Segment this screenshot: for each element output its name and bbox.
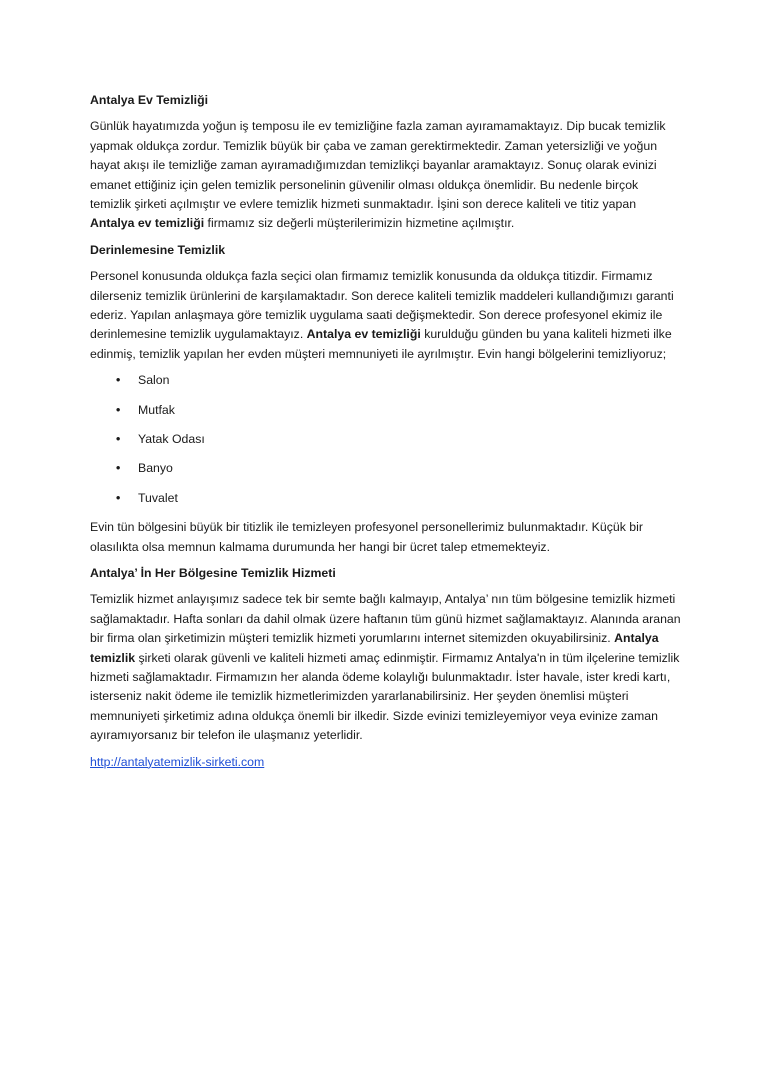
deep-cleaning-paragraph xyxy=(90,267,682,364)
list-item xyxy=(90,430,682,449)
list-item-label: Tuvalet xyxy=(138,490,178,505)
service-text-a: Temizlik hizmet anlayışımız sadece tek bir semte bağlı kalmayıp, Antalya’ nın tüm bölgesine temizlik hizmeti sağlamaktadır. Hafta sonları da dahil olmak üzere haftanın tüm günü hizmet sağlamaktayız. Alanında aranan bir firma olan şirketimizin müşteri temizlik hizmeti yorumlarını internet sitemizden okuyabilirsiniz. xyxy=(90,592,681,646)
list-item xyxy=(90,459,682,478)
intro-bold-keyword: Antalya ev temizliği xyxy=(90,216,205,231)
heading-her-bolgesine: Antalya’ İn Her Bölgesine Temizlik Hizmeti xyxy=(90,566,336,581)
list-item xyxy=(90,371,682,390)
bullet-icon: • xyxy=(116,402,121,417)
bullet-icon: • xyxy=(116,461,121,476)
deep-text-a: Personel konusunda oldukça fazla seçici olan firmamız temizlik konusunda da oldukça titizdir. Firmamız dilerseniz temizlik ürünlerini de karşılamaktadır. Son derece kaliteli temizlik maddeleri kullandığımızı garanti ederiz. Yapılan anlaşmaya göre temizlik uygulama saati değişmektedir. Son derece profesyonel ekimiz ile derinlemesine temizlik uygulamaktayız. xyxy=(90,269,674,342)
list-item-label: Banyo xyxy=(138,461,173,476)
link-paragraph xyxy=(90,753,682,772)
list-item xyxy=(90,401,682,420)
deep-text-b: kurulduğu günden bu yana kaliteli hizmeti ilke edinmiş, temizlik yapılan her evden müşteri memnuniyeti ile ayrılmıştır. Evin hangi bölgelerini temizliyoruz; xyxy=(90,327,672,361)
intro-text-b: firmamız siz değerli müşterilerimizin hizmetine açılmıştır. xyxy=(204,216,515,231)
service-bold-keyword: Antalya temizlik xyxy=(90,631,659,665)
staff-paragraph: Evin tün bölgesini büyük bir titizlik ile temizleyen profesyonel personellerimiz bulunmaktadır. Küçük bir olasılıkta olsa memnun kalmama durumunda her hangi bir ücret talep etmemekteyiz. xyxy=(90,520,643,554)
service-text-b: şirketi olarak güvenli ve kaliteli hizmeti amaç edinmiştir. Firmamız Antalya'n in tüm ilçelerine temizlik hizmeti sağlamaktadır. Firmamızın her alanda ödeme kolaylığı bulunmaktadır. İster havale, ister kredi kartı, isterseniz nakit ödeme ile temizlik hizmetlerimizden yararlanabilirsiniz. Her şeyden önemlisi müşteri memnuniyeti şirketimiz adına oldukça önemli bir ilkedir. Sizde evinizi temizleyemiyor veya evinize zaman ayıramıyorsanız bir telefon ile ulaşmanız yeterlidir. xyxy=(90,650,680,743)
deep-bold-keyword: Antalya ev temizliği xyxy=(306,327,421,342)
bullet-icon: • xyxy=(116,432,121,447)
list-item-label: Yatak Odası xyxy=(138,432,205,447)
intro-text-a: Günlük hayatımızda yoğun iş temposu ile ev temizliğine fazla zaman ayıramamaktayız. Dip bucak temizlik yapmak oldukça zordur. Temizlik büyük bir çaba ve zaman gerektirmektedir. Zaman yetersizliği ve yoğun hayat akışı ile temizliğe zaman ayıramadığımızdan temizlikçi bayanlar aramaktayız. Sonuç olarak evinizi emanet ettiğiniz için gelen temizlik personelinin güvenilir olması oldukça önemlidir. Bu nedenle birçok temizlik şirketi açılmıştır ve evlere temizlik hizmeti sunmaktadır. İşini son derece kaliteli ve titiz yapan xyxy=(90,119,666,212)
service-paragraph xyxy=(90,590,682,745)
document-page xyxy=(90,91,682,779)
heading-antalya-ev-temizligi: Antalya Ev Temizliği xyxy=(90,93,208,107)
intro-paragraph xyxy=(90,117,682,233)
heading-derinlemesine-temizlik: Derinlemesine Temizlik xyxy=(90,242,226,257)
website-link[interactable]: http://antalyatemizlik-sirketi.com xyxy=(90,754,265,769)
bullet-icon: • xyxy=(116,373,121,388)
bullet-icon: • xyxy=(116,490,121,505)
list-item-label: Mutfak xyxy=(138,402,175,417)
list-item xyxy=(90,489,682,508)
list-item-label: Salon xyxy=(138,373,170,388)
room-list xyxy=(90,371,682,508)
